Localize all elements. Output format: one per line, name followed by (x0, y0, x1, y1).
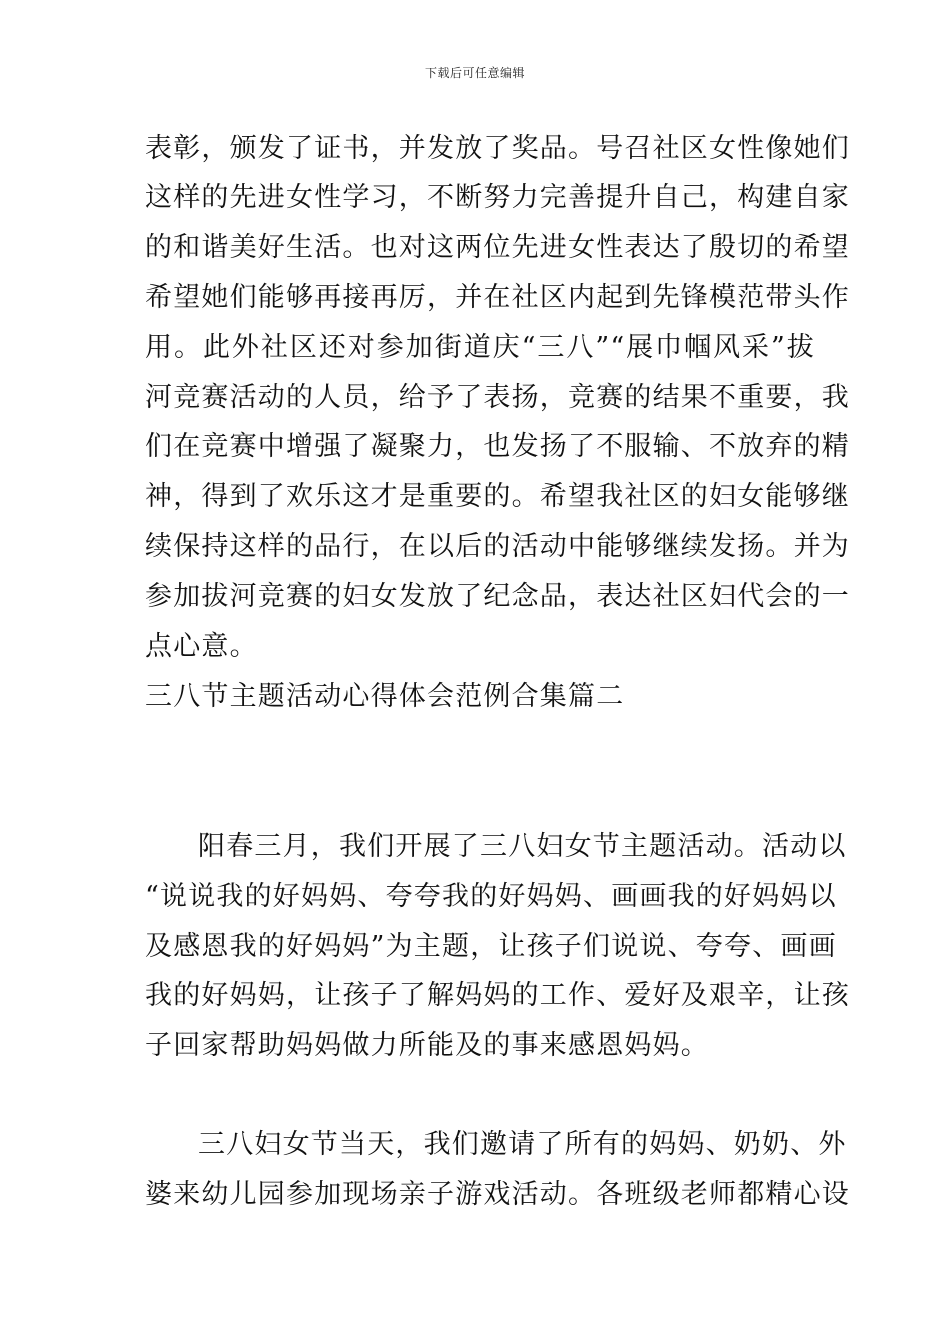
paragraph-line: 婆来幼儿园参加现场亲子游戏活动。各班级老师都精心设 (145, 1179, 850, 1210)
paragraph-line: 河竞赛活动的人员，给予了表扬，竞赛的结果不重要，我 (145, 382, 850, 413)
paragraph-line: 用。此外社区还对参加街道庆“三八”“展巾帼风采”拔 (145, 332, 815, 363)
section-title: 三八节主题活动心得体会范例合集篇二 (145, 681, 625, 712)
paragraph-line: 神，得到了欢乐这才是重要的。希望我社区的妇女能够继 (145, 481, 850, 512)
paragraph-line: 希望她们能够再接再厉，并在社区内起到先锋模范带头作 (145, 282, 850, 313)
paragraph-line: 子回家帮助妈妈做力所能及的事来感恩妈妈。 (145, 1030, 709, 1061)
paragraph-line: 及感恩我的好妈妈”为主题，让孩子们说说、夸夸、画画 (145, 931, 837, 962)
paragraph-line: 我的好妈妈，让孩子了解妈妈的工作、爱好及艰辛，让孩 (145, 980, 850, 1011)
paragraph-line: 们在竞赛中增强了凝聚力，也发扬了不服输、不放弃的精 (145, 431, 850, 462)
paragraph-line: 点心意。 (145, 631, 258, 662)
header-note: 下载后可任意编辑 (424, 66, 525, 80)
paragraph-line: 续保持这样的品行，在以后的活动中能够继续发扬。并为 (145, 531, 850, 562)
paragraph-line: 的和谐美好生活。也对这两位先进女性表达了殷切的希望 (145, 232, 850, 263)
paragraph-line: 三八妇女节当天，我们邀请了所有的妈妈、奶奶、外 (198, 1129, 847, 1160)
paragraph-line: 表彰，颁发了证书，并发放了奖品。号召社区女性像她们 (145, 133, 850, 164)
paragraph-line: 这样的先进女性学习，不断努力完善提升自己，构建自家 (145, 182, 850, 213)
paragraph-line: 阳春三月，我们开展了三八妇女节主题活动。活动以 (198, 831, 847, 862)
paragraph-line: 参加拔河竞赛的妇女发放了纪念品，表达社区妇代会的一 (145, 581, 850, 612)
paragraph-line: “说说我的好妈妈、夸夸我的好妈妈、画画我的好妈妈以 (145, 881, 837, 912)
